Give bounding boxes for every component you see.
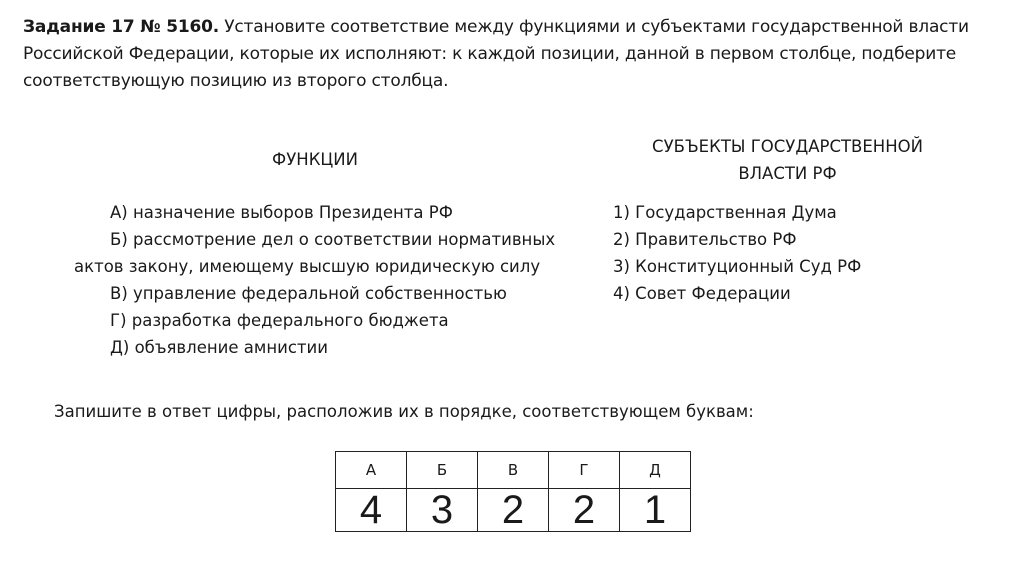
answer-letter: Г [549,452,620,489]
answer-digit[interactable]: 2 [549,489,620,532]
function-item-v: В) управление федеральной собственностью [110,284,507,303]
subject-item-4: 4) Совет Федерации [613,284,791,303]
function-item-g: Г) разработка федерального бюджета [110,311,449,330]
answer-digit[interactable]: 1 [620,489,691,532]
function-item-b: Б) рассмотрение дел о соответствии нормативных [110,230,556,249]
task-text: Установите соответствие между функциями и субъектами государственной власти Российской Федерации, которые их исполняют: к каждой позиции, данной в первом столбце, подберите соответствующую позицию из второго столбца. [23,17,969,91]
answer-letter: А [336,452,407,489]
subjects-column-title [615,133,960,187]
subjects-title-line-1: СУБЪЕКТЫ ГОСУДАРСТВЕННОЙ [652,137,923,156]
answer-digit[interactable]: 3 [407,489,478,532]
answer-letters-row [336,452,691,489]
task-statement [23,14,1008,95]
answer-letter: Д [620,452,691,489]
answer-digits-row [336,489,691,532]
answer-letter: В [478,452,549,489]
function-item-a: А) назначение выборов Президента РФ [110,203,453,222]
function-item-b-continued: актов закону, имеющему высшую юридическую силу [74,257,541,276]
answer-table [335,451,691,532]
functions-column-title: ФУНКЦИИ [272,150,358,169]
functions-list [60,199,560,361]
task-label: Задание 17 № 5160. [23,17,219,37]
answer-prompt: Запишите в ответ цифры, расположив их в порядке, соответствующем буквам: [54,402,754,421]
subject-item-3: 3) Конституционный Суд РФ [613,257,862,276]
answer-letter: Б [407,452,478,489]
subjects-title-line-2: ВЛАСТИ РФ [738,164,837,183]
subjects-list [613,199,933,307]
subject-item-2: 2) Правительство РФ [613,230,797,249]
subject-item-1: 1) Государственная Дума [613,203,837,222]
function-item-d: Д) объявление амнистии [110,338,328,357]
answer-digit[interactable]: 4 [336,489,407,532]
answer-digit[interactable]: 2 [478,489,549,532]
